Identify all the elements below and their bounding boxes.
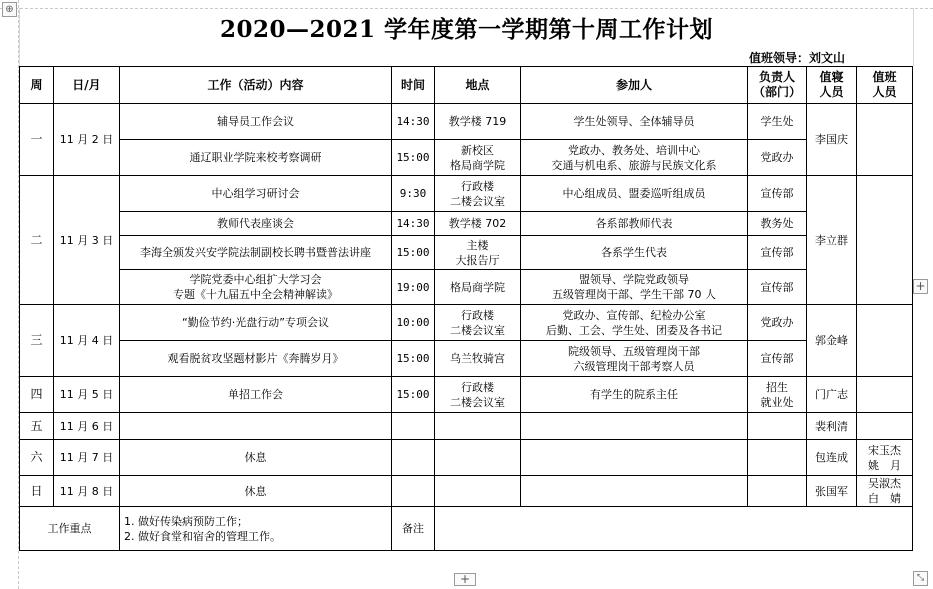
content-cell: 学院党委中心组扩大学习会 专题《十九届五中全会精神解读》: [120, 270, 392, 305]
dorm-staff-cell: 郭金峰: [807, 305, 857, 377]
duty-staff-cell: [857, 176, 913, 305]
place-cell: 格局商学院: [435, 270, 521, 305]
content-cell: “勤俭节约·光盘行动”专项会议: [120, 305, 392, 341]
content-cell: 辅导员工作会议: [120, 104, 392, 140]
owner-cell: 教务处: [748, 212, 807, 236]
header-row: [20, 67, 913, 104]
week-cell: 四: [20, 377, 54, 413]
header-week: 周: [20, 67, 54, 104]
duty-staff-cell: 吴淑杰 白 婧: [857, 476, 913, 507]
time-cell: 15:00: [392, 140, 435, 176]
date-cell: 11 月 5 日: [54, 377, 120, 413]
participants-cell: 党政办、教务处、培训中心 交通与机电系、旅游与民族文化系: [521, 140, 748, 176]
time-cell: 15:00: [392, 377, 435, 413]
table-resize-icon[interactable]: ⤡: [913, 571, 928, 586]
focus-items: 1. 做好传染病预防工作； 2. 做好食堂和宿舍的管理工作。: [120, 507, 392, 551]
header-content: 工作（活动）内容: [120, 67, 392, 104]
week-cell: 二: [20, 176, 54, 305]
place-cell: 行政楼 二楼会议室: [435, 305, 521, 341]
table-row: [20, 176, 913, 212]
footer-row: [20, 507, 913, 551]
date-cell: 11 月 6 日: [54, 413, 120, 440]
time-cell: 19:00: [392, 270, 435, 305]
add-column-icon[interactable]: +: [913, 279, 928, 294]
header-dorm-staff: 值寝 人员: [807, 67, 857, 104]
duty-staff-cell: [857, 305, 913, 377]
owner-cell: 宣传部: [748, 236, 807, 270]
duty-staff-cell: [857, 413, 913, 440]
leader-row: [19, 46, 914, 66]
dorm-staff-cell: 门广志: [807, 377, 857, 413]
content-cell: 通辽职业学院来校考察调研: [120, 140, 392, 176]
time-cell: 10:00: [392, 305, 435, 341]
content-cell: 休息: [120, 476, 392, 507]
table-row: [20, 140, 913, 176]
owner-cell: [748, 413, 807, 440]
duty-staff-cell: [857, 104, 913, 176]
time-cell: 9:30: [392, 176, 435, 212]
title-area: [19, 8, 914, 46]
participants-cell: [521, 476, 748, 507]
place-cell: [435, 440, 521, 476]
time-cell: 14:30: [392, 104, 435, 140]
participants-cell: 学生处领导、全体辅导员: [521, 104, 748, 140]
date-cell: 11 月 3 日: [54, 176, 120, 305]
time-cell: 15:00: [392, 341, 435, 377]
participants-cell: 中心组成员、盟委巡听组成员: [521, 176, 748, 212]
table-row: [20, 104, 913, 140]
remark-label: 备注: [392, 507, 435, 551]
owner-cell: 党政办: [748, 305, 807, 341]
participants-cell: 盟领导、学院党政领导 五级管理岗干部、学生干部 70 人: [521, 270, 748, 305]
schedule-table: [19, 66, 913, 551]
header-place: 地点: [435, 67, 521, 104]
owner-cell: [748, 476, 807, 507]
place-cell: [435, 476, 521, 507]
participants-cell: 各系学生代表: [521, 236, 748, 270]
participants-cell: [521, 413, 748, 440]
place-cell: [435, 413, 521, 440]
content-cell: 李海全颁发兴安学院法制副校长聘书暨普法讲座: [120, 236, 392, 270]
owner-cell: 宣传部: [748, 176, 807, 212]
place-cell: 新校区 格局商学院: [435, 140, 521, 176]
place-cell: 行政楼 二楼会议室: [435, 176, 521, 212]
participants-cell: 党政办、宣传部、纪检办公室 后勤、工会、学生处、团委及各书记: [521, 305, 748, 341]
document-title: 2020—2021 学年度第一学期第十周工作计划: [219, 15, 714, 43]
participants-cell: 院级领导、五级管理岗干部 六级管理岗干部考察人员: [521, 341, 748, 377]
table-row: [20, 212, 913, 236]
dorm-staff-cell: 张国军: [807, 476, 857, 507]
table-row: [20, 440, 913, 476]
remark-value: [435, 507, 913, 551]
duty-leader: 值班领导：刘文山: [748, 51, 845, 65]
dorm-staff-cell: 包连成: [807, 440, 857, 476]
time-cell: 14:30: [392, 212, 435, 236]
header-participants: 参加人: [521, 67, 748, 104]
date-cell: 11 月 8 日: [54, 476, 120, 507]
place-cell: 乌兰牧骑宫: [435, 341, 521, 377]
header-owner: 负责人 （部门）: [748, 67, 807, 104]
owner-cell: 宣传部: [748, 341, 807, 377]
participants-cell: 有学生的院系主任: [521, 377, 748, 413]
table-row: [20, 236, 913, 270]
add-row-icon[interactable]: +: [454, 573, 476, 586]
content-cell: [120, 413, 392, 440]
dorm-staff-cell: 李国庆: [807, 104, 857, 176]
content-cell: 观看脱贫攻坚题材影片《奔腾岁月》: [120, 341, 392, 377]
time-cell: [392, 440, 435, 476]
table-row: [20, 476, 913, 507]
date-cell: 11 月 4 日: [54, 305, 120, 377]
table-row: [20, 341, 913, 377]
date-cell: 11 月 2 日: [54, 104, 120, 176]
dorm-staff-cell: 裴利清: [807, 413, 857, 440]
table-row: [20, 413, 913, 440]
place-cell: 教学楼 702: [435, 212, 521, 236]
owner-cell: 党政办: [748, 140, 807, 176]
duty-staff-cell: [857, 377, 913, 413]
place-cell: 行政楼 二楼会议室: [435, 377, 521, 413]
content-cell: 中心组学习研讨会: [120, 176, 392, 212]
week-cell: 六: [20, 440, 54, 476]
content-cell: 教师代表座谈会: [120, 212, 392, 236]
week-cell: 三: [20, 305, 54, 377]
owner-cell: 学生处: [748, 104, 807, 140]
week-cell: 日: [20, 476, 54, 507]
content-cell: 休息: [120, 440, 392, 476]
time-cell: 15:00: [392, 236, 435, 270]
table-move-handle-icon[interactable]: ⊕: [2, 2, 17, 17]
focus-label: 工作重点: [20, 507, 120, 551]
participants-cell: 各系部教师代表: [521, 212, 748, 236]
owner-cell: 宣传部: [748, 270, 807, 305]
week-cell: 一: [20, 104, 54, 176]
table-row: [20, 270, 913, 305]
header-time: 时间: [392, 67, 435, 104]
place-cell: 主楼 大报告厅: [435, 236, 521, 270]
place-cell: 教学楼 719: [435, 104, 521, 140]
dorm-staff-cell: 李立群: [807, 176, 857, 305]
time-cell: [392, 476, 435, 507]
time-cell: [392, 413, 435, 440]
participants-cell: [521, 440, 748, 476]
owner-cell: [748, 440, 807, 476]
owner-cell: 招生 就业处: [748, 377, 807, 413]
table-row: [20, 377, 913, 413]
date-cell: 11 月 7 日: [54, 440, 120, 476]
table-row: [20, 305, 913, 341]
content-cell: 单招工作会: [120, 377, 392, 413]
header-duty-staff: 值班 人员: [857, 67, 913, 104]
duty-staff-cell: 宋玉杰 姚 月: [857, 440, 913, 476]
week-cell: 五: [20, 413, 54, 440]
header-date: 日/月: [54, 67, 120, 104]
